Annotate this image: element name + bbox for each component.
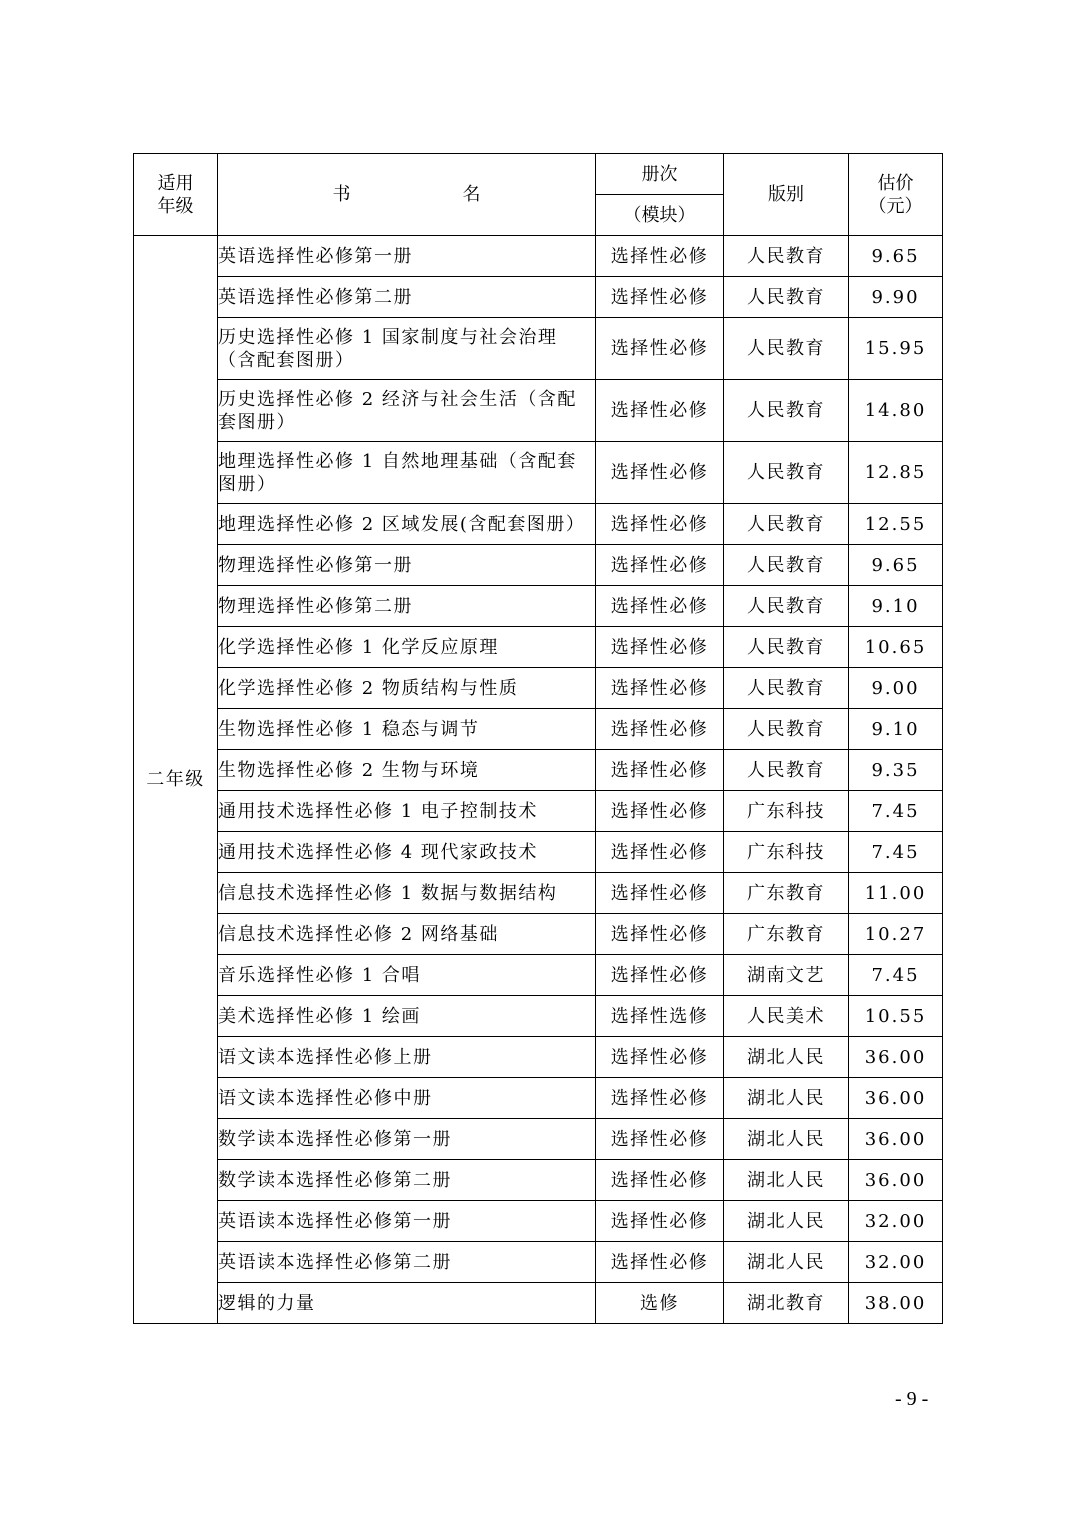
edition-cell: 人民教育 xyxy=(724,586,849,627)
book-name-cell: 语文读本选择性必修中册 xyxy=(218,1078,596,1119)
table-row xyxy=(134,709,943,750)
table-row xyxy=(134,1201,943,1242)
module-cell: 选择性必修 xyxy=(596,668,724,709)
book-name-cell: 历史选择性必修 2 经济与社会生活（含配套图册） xyxy=(218,380,596,442)
edition-cell: 广东教育 xyxy=(724,914,849,955)
table-row xyxy=(134,380,943,442)
grade-cell: 二年级 xyxy=(134,236,218,1324)
book-name-cell: 信息技术选择性必修 2 网络基础 xyxy=(218,914,596,955)
price-cell: 9.35 xyxy=(849,750,943,791)
module-cell: 选择性选修 xyxy=(596,996,724,1037)
header-volume: 册次 xyxy=(596,154,724,195)
book-name-cell: 通用技术选择性必修 1 电子控制技术 xyxy=(218,791,596,832)
edition-cell: 人民教育 xyxy=(724,380,849,442)
header-name-char2: 名 xyxy=(462,184,481,205)
edition-cell: 湖北人民 xyxy=(724,1201,849,1242)
table-row xyxy=(134,1037,943,1078)
edition-cell: 湖南文艺 xyxy=(724,955,849,996)
book-name-cell: 英语选择性必修第二册 xyxy=(218,277,596,318)
table-row xyxy=(134,832,943,873)
book-name-cell: 语文读本选择性必修上册 xyxy=(218,1037,596,1078)
table-row xyxy=(134,1078,943,1119)
edition-cell: 人民教育 xyxy=(724,236,849,277)
edition-cell: 人民教育 xyxy=(724,709,849,750)
price-cell: 9.65 xyxy=(849,236,943,277)
book-name-cell: 英语选择性必修第一册 xyxy=(218,236,596,277)
module-cell: 选择性必修 xyxy=(596,709,724,750)
price-cell: 9.10 xyxy=(849,586,943,627)
edition-cell: 湖北人民 xyxy=(724,1078,849,1119)
book-name-cell: 地理选择性必修 2 区域发展(含配套图册） xyxy=(218,504,596,545)
module-cell: 选择性必修 xyxy=(596,1201,724,1242)
table-row xyxy=(134,586,943,627)
module-cell: 选择性必修 xyxy=(596,545,724,586)
module-cell: 选择性必修 xyxy=(596,791,724,832)
edition-cell: 人民美术 xyxy=(724,996,849,1037)
book-name-cell: 数学读本选择性必修第二册 xyxy=(218,1160,596,1201)
table-row xyxy=(134,1242,943,1283)
price-cell: 11.00 xyxy=(849,873,943,914)
book-name-cell: 英语读本选择性必修第一册 xyxy=(218,1201,596,1242)
book-name-cell: 数学读本选择性必修第一册 xyxy=(218,1119,596,1160)
header-price-line1: 估价 xyxy=(877,172,914,194)
table-row xyxy=(134,442,943,504)
module-cell: 选择性必修 xyxy=(596,586,724,627)
edition-cell: 湖北人民 xyxy=(724,1119,849,1160)
table-row xyxy=(134,1283,943,1324)
price-cell: 14.80 xyxy=(849,380,943,442)
table-body xyxy=(134,236,943,1324)
table-row xyxy=(134,277,943,318)
edition-cell: 人民教育 xyxy=(724,668,849,709)
table-row xyxy=(134,955,943,996)
edition-cell: 人民教育 xyxy=(724,318,849,380)
edition-cell: 广东教育 xyxy=(724,873,849,914)
price-cell: 9.10 xyxy=(849,709,943,750)
edition-cell: 人民教育 xyxy=(724,442,849,504)
price-cell: 36.00 xyxy=(849,1160,943,1201)
module-cell: 选修 xyxy=(596,1283,724,1324)
header-grade xyxy=(134,154,218,236)
header-edition: 版别 xyxy=(724,154,849,236)
price-cell: 9.65 xyxy=(849,545,943,586)
module-cell: 选择性必修 xyxy=(596,627,724,668)
header-price xyxy=(849,154,943,236)
price-cell: 9.00 xyxy=(849,668,943,709)
price-cell: 7.45 xyxy=(849,955,943,996)
module-cell: 选择性必修 xyxy=(596,1119,724,1160)
edition-cell: 湖北人民 xyxy=(724,1037,849,1078)
price-cell: 38.00 xyxy=(849,1283,943,1324)
module-cell: 选择性必修 xyxy=(596,832,724,873)
module-cell: 选择性必修 xyxy=(596,955,724,996)
module-cell: 选择性必修 xyxy=(596,1160,724,1201)
table-row xyxy=(134,236,943,277)
table-row xyxy=(134,668,943,709)
book-name-cell: 化学选择性必修 1 化学反应原理 xyxy=(218,627,596,668)
book-name-cell: 化学选择性必修 2 物质结构与性质 xyxy=(218,668,596,709)
textbook-table xyxy=(133,153,943,1324)
module-cell: 选择性必修 xyxy=(596,236,724,277)
header-price-line2: （元） xyxy=(868,195,923,217)
book-name-cell: 英语读本选择性必修第二册 xyxy=(218,1242,596,1283)
price-cell: 10.27 xyxy=(849,914,943,955)
price-cell: 10.55 xyxy=(849,996,943,1037)
edition-cell: 湖北人民 xyxy=(724,1160,849,1201)
table-row xyxy=(134,873,943,914)
module-cell: 选择性必修 xyxy=(596,380,724,442)
table-row xyxy=(134,318,943,380)
module-cell: 选择性必修 xyxy=(596,750,724,791)
module-cell: 选择性必修 xyxy=(596,1242,724,1283)
table-row xyxy=(134,914,943,955)
price-cell: 7.45 xyxy=(849,791,943,832)
price-cell: 36.00 xyxy=(849,1078,943,1119)
edition-cell: 人民教育 xyxy=(724,277,849,318)
book-name-cell: 逻辑的力量 xyxy=(218,1283,596,1324)
table-row xyxy=(134,545,943,586)
edition-cell: 广东科技 xyxy=(724,832,849,873)
header-grade-line1: 适用 xyxy=(157,172,194,194)
price-cell: 9.90 xyxy=(849,277,943,318)
edition-cell: 人民教育 xyxy=(724,504,849,545)
book-name-cell: 音乐选择性必修 1 合唱 xyxy=(218,955,596,996)
table-row xyxy=(134,996,943,1037)
book-name-cell: 美术选择性必修 1 绘画 xyxy=(218,996,596,1037)
table-row xyxy=(134,1160,943,1201)
price-cell: 32.00 xyxy=(849,1201,943,1242)
edition-cell: 人民教育 xyxy=(724,627,849,668)
table-row xyxy=(134,504,943,545)
header-grade-line2: 年级 xyxy=(157,195,194,217)
table-row xyxy=(134,1119,943,1160)
module-cell: 选择性必修 xyxy=(596,318,724,380)
book-name-cell: 生物选择性必修 1 稳态与调节 xyxy=(218,709,596,750)
table-row xyxy=(134,627,943,668)
table-row xyxy=(134,750,943,791)
book-name-cell: 物理选择性必修第二册 xyxy=(218,586,596,627)
book-name-cell: 通用技术选择性必修 4 现代家政技术 xyxy=(218,832,596,873)
book-name-cell: 信息技术选择性必修 1 数据与数据结构 xyxy=(218,873,596,914)
table-row xyxy=(134,791,943,832)
module-cell: 选择性必修 xyxy=(596,277,724,318)
edition-cell: 人民教育 xyxy=(724,750,849,791)
book-name-cell: 物理选择性必修第一册 xyxy=(218,545,596,586)
book-name-cell: 地理选择性必修 1 自然地理基础（含配套图册） xyxy=(218,442,596,504)
book-name-cell: 生物选择性必修 2 生物与环境 xyxy=(218,750,596,791)
edition-cell: 湖北教育 xyxy=(724,1283,849,1324)
price-cell: 32.00 xyxy=(849,1242,943,1283)
price-cell: 36.00 xyxy=(849,1037,943,1078)
header-book-name xyxy=(218,154,596,236)
table-header xyxy=(134,154,943,236)
price-cell: 15.95 xyxy=(849,318,943,380)
price-cell: 12.85 xyxy=(849,442,943,504)
price-cell: 12.55 xyxy=(849,504,943,545)
header-name-char1: 书 xyxy=(332,184,351,205)
edition-cell: 广东科技 xyxy=(724,791,849,832)
module-cell: 选择性必修 xyxy=(596,442,724,504)
book-name-cell: 历史选择性必修 1 国家制度与社会治理（含配套图册） xyxy=(218,318,596,380)
edition-cell: 湖北人民 xyxy=(724,1242,849,1283)
price-cell: 7.45 xyxy=(849,832,943,873)
price-cell: 36.00 xyxy=(849,1119,943,1160)
price-cell: 10.65 xyxy=(849,627,943,668)
module-cell: 选择性必修 xyxy=(596,1037,724,1078)
header-module: （模块） xyxy=(596,195,724,236)
page-number: - 9 - xyxy=(895,1388,929,1410)
module-cell: 选择性必修 xyxy=(596,504,724,545)
module-cell: 选择性必修 xyxy=(596,873,724,914)
edition-cell: 人民教育 xyxy=(724,545,849,586)
module-cell: 选择性必修 xyxy=(596,914,724,955)
module-cell: 选择性必修 xyxy=(596,1078,724,1119)
